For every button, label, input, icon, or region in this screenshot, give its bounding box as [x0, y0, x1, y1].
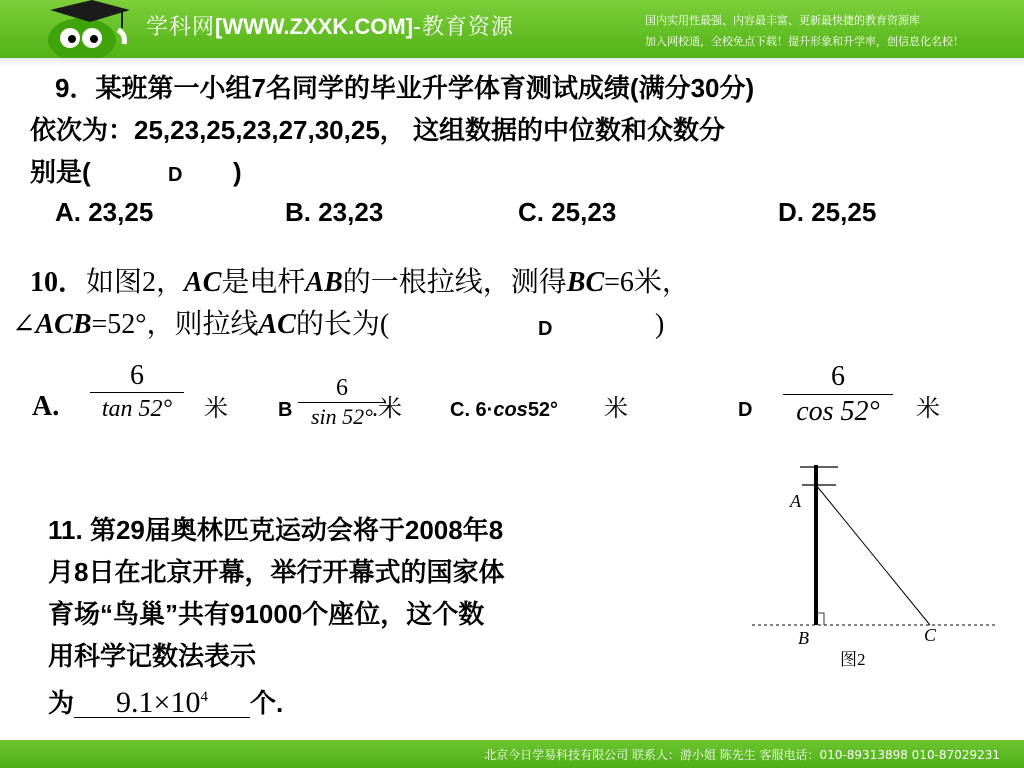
slogan-line: 加入网校通，全校免点下载！提升形象和升学率，创信息化名校！ [645, 35, 964, 48]
pole-figure [740, 455, 1010, 685]
q10-option-a-label: A. [32, 391, 60, 422]
q9-line3: 别是( [30, 157, 91, 187]
q10-option-b-unit: .米 [372, 396, 402, 422]
q11-answer: $9.1\times 10^4$ [74, 683, 250, 718]
q10-line2-close: ) [655, 309, 665, 340]
q11-line4: 用科学记数法表示 [48, 641, 257, 671]
q10-option-b-label: B [278, 399, 293, 421]
q10-option-c: C. 6·cos52° [450, 399, 559, 421]
site-footer [0, 740, 1024, 768]
q11-line5: 为 $9.1\times 10^4$ 个. [48, 683, 283, 718]
slogan-line: 国内实用性最强、内容最丰富、更新最快捷的教育资源库 [645, 14, 920, 27]
q10-answer: D [538, 318, 553, 340]
site-title: 学科网[WWW.ZXXK.COM]-教育资源 [146, 14, 514, 40]
q10-line1: 10．如图2，AC是电杆AB的一根拉线，测得BC=6米， [30, 267, 690, 298]
q10-option-a-fraction: 6 tan 52° [90, 360, 184, 425]
q10-option-a-unit: 米 [204, 396, 228, 422]
figure-caption: 图2 [840, 650, 866, 669]
q11-line3: 育场“鸟巢”共有91000个座位，这个数 [48, 599, 485, 629]
q9-option-b: B. 23,23 [285, 197, 384, 227]
figure-label-b: B [798, 628, 809, 648]
q9-option-d: D. 25,25 [778, 197, 877, 227]
footer-contact: 北京今日学易科技有限公司 联系人：游小姐 陈先生 客服电话：010-89313898 010-87029231 [484, 748, 1000, 762]
figure-label-a: A [790, 491, 801, 511]
site-header [0, 0, 1024, 58]
q9-option-c: C. 25,23 [518, 197, 617, 227]
q10-option-d-label: D [738, 399, 753, 421]
q9-option-a: A. 23,25 [55, 197, 154, 227]
q10-option-d-fraction: 6 cos 52° [783, 360, 893, 429]
q11-line2: 月8日在北京开幕，举行开幕式的国家体 [48, 557, 505, 587]
q9-line3-close: ) [233, 157, 242, 187]
q9-answer: D [168, 164, 183, 186]
logo-icon [30, 0, 135, 58]
figure-label-c: C [924, 625, 937, 645]
q10-option-b-fraction: 6 sin 52° [298, 374, 386, 431]
q9-line1: 9．某班第一小组7名同学的毕业升学体育测试成绩(满分30分) [55, 73, 755, 103]
q11-line1: 11. 第29届奥林匹克运动会将于2008年8 [48, 515, 504, 545]
header-shade [0, 58, 1024, 66]
q10-option-d-unit: 米 [916, 396, 940, 422]
q10-line2: ∠ACB=52°，则拉线AC的长为( [12, 309, 390, 340]
q10-option-c-unit: 米 [604, 396, 628, 422]
q9-line2: 依次为：25,23,25,23,27,30,25， 这组数据的中位数和众数分 [30, 115, 726, 145]
site-slogan [645, 10, 964, 52]
